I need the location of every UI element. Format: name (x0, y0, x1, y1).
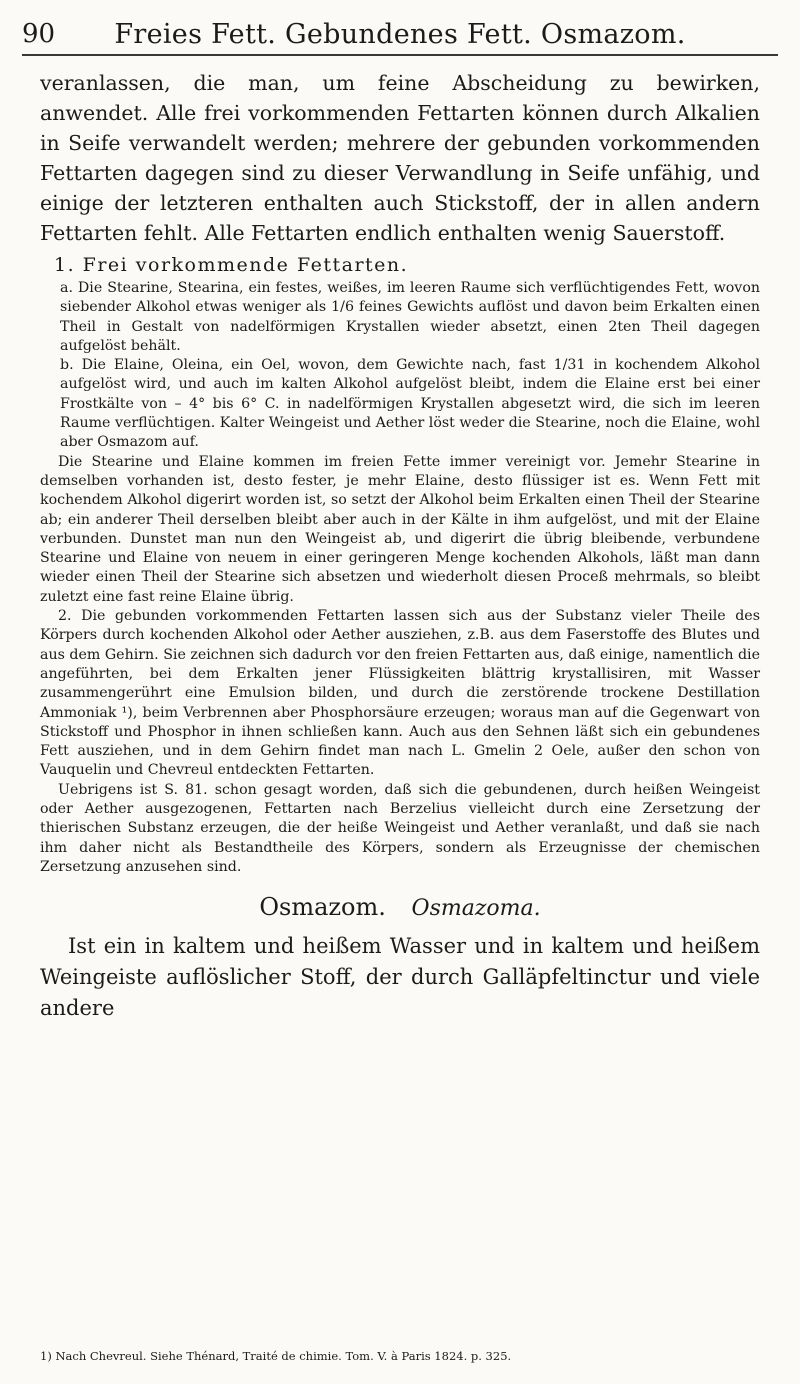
osmazom-paragraph: Ist ein in kaltem und heißem Wasser und in kaltem und heißem Weingeiste auflöslicher Stoff, der durch Galläpfeltinctur und viele andere (40, 934, 760, 1021)
osmazom-title-block (40, 891, 760, 925)
item-elaine: b. Die Elaine, Oleina, ein Oel, wovon, dem Gewichte nach, fast 1/31 in kochendem Alkohol aufgelöst wird, und auch im kalten Alkohol aufgelöst bleibt, indem die Elaine erst bei einer Frostkälte von – 4° bis 6° C. in nadelförmigen Krystallen abgesetzt wird, die sich im leeren Raume verflüchtigen. Kalter Weingeist und Aether löst weder die Stearine, noch die Elaine, wohl aber Osmazom auf. (60, 357, 760, 451)
page-header (22, 14, 778, 56)
running-head: Freies Fett. Gebundenes Fett. Osmazom. (114, 18, 686, 50)
section-bound-fats: 2. Die gebunden vorkommenden Fettarten lassen sich aus der Substanz vieler Theile des Körpers durch kochenden Alkohol oder Aether ausziehen, z.B. aus dem Faserstoffe des Blutes und aus dem Gehirn. Sie zeichnen sich dadurch vor den freien Fettarten aus, daß einige, namentlich die angeführten, bei dem Erkalten jener Flüssigkeiten blättrig krystallisiren, mit Wasser zusammengerührt eine Emulsion bilden, und durch die zerstörende trockene Destillation Ammoniak ¹), beim Verbrennen aber Phosphorsäure erzeugen; woraus man auf die Gegenwart von Stickstoff und Phosphor in ihnen schließen kann. Auch aus den Sehnen läßt sich ein gebundenes Fett ausziehen, und in dem Gehirn findet man nach L. Gmelin 2 Oele, außer den schon von Vauquelin und Chevreul entdeckten Fettarten. (40, 608, 760, 779)
footnote: 1) Nach Chevreul. Siehe Thénard, Traité de chimie. Tom. V. à Paris 1824. p. 325. (40, 1349, 512, 1363)
paragraph-stearine-elaine: Die Stearine und Elaine kommen im freien Fette immer vereinigt vor. Jemehr Stearine in demselben vorhanden ist, desto fester, je mehr Elaine, desto flüssiger ist es. Wenn Fett mit kochendem Alkohol digerirt worden ist, so setzt der Alkohol beim Erkalten einen Theil der Stearine ab; ein anderer Theil derselben bleibt aber auch in der Kälte in ihm aufgelöst, und mit der Elaine verbunden. Dunstet man nun den Weingeist ab, und digerirt die übrig bleibende, verbundene Stearine und Elaine von neuem in einer geringeren Menge kochenden Alkohols, läßt man dann wieder einen Theil der Stearine sich absetzen und wiederholt diesen Proceß mehrmals, so bleibt zuletzt eine fast reine Elaine übrig. (40, 453, 760, 605)
osmazom-title: Osmazom. (259, 893, 386, 922)
osmazom-latin-title: Osmazoma. (411, 896, 541, 922)
paragraph-uebrigens: Uebrigens ist S. 81. schon gesagt worden, daß sich die gebundenen, durch heißen Weingeist oder Aether ausgezogenen, Fettarten nach Berzelius vielleicht durch eine Zersetzung der thierischen Substanz erzeugen, die der heiße Weingeist und Aether veranlaßt, und daß sie nach ihm daher nicht als Bestandtheile des Körpers, sondern als Erzeugnisse der chemischen Zersetzung anzusehen sind. (40, 781, 760, 875)
page-number: 90 (22, 19, 56, 49)
page-body (40, 68, 760, 1024)
item-stearine: a. Die Stearine, Stearina, ein festes, weißes, im leeren Raume sich verflüchtigendes Fett, wovon siebender Alkohol etwas weniger als 1/6 feines Gewichts auflöst und davon beim Erkalten einen Theil in Gestalt von nadelförmigen Krystallen wieder absetzt, einen 2ten Theil dagegen aufgelöst behält. (60, 280, 760, 354)
section-heading-free-fats: 1. Frei vorkommende Fettarten. (54, 254, 409, 276)
intro-paragraph: veranlassen, die man, um feine Abscheidung zu bewirken, anwendet. Alle frei vorkommenden Fettarten können durch Alkalien in Seife verwandelt werden; mehrere der gebunden vorkommenden Fettarten dagegen sind zu dieser Verwandlung in Seife unfähig, und einige der letzteren enthalten auch Stickstoff, der in allen andern Fettarten fehlt. Alle Fettarten endlich enthalten wenig Sauerstoff. (40, 71, 760, 245)
